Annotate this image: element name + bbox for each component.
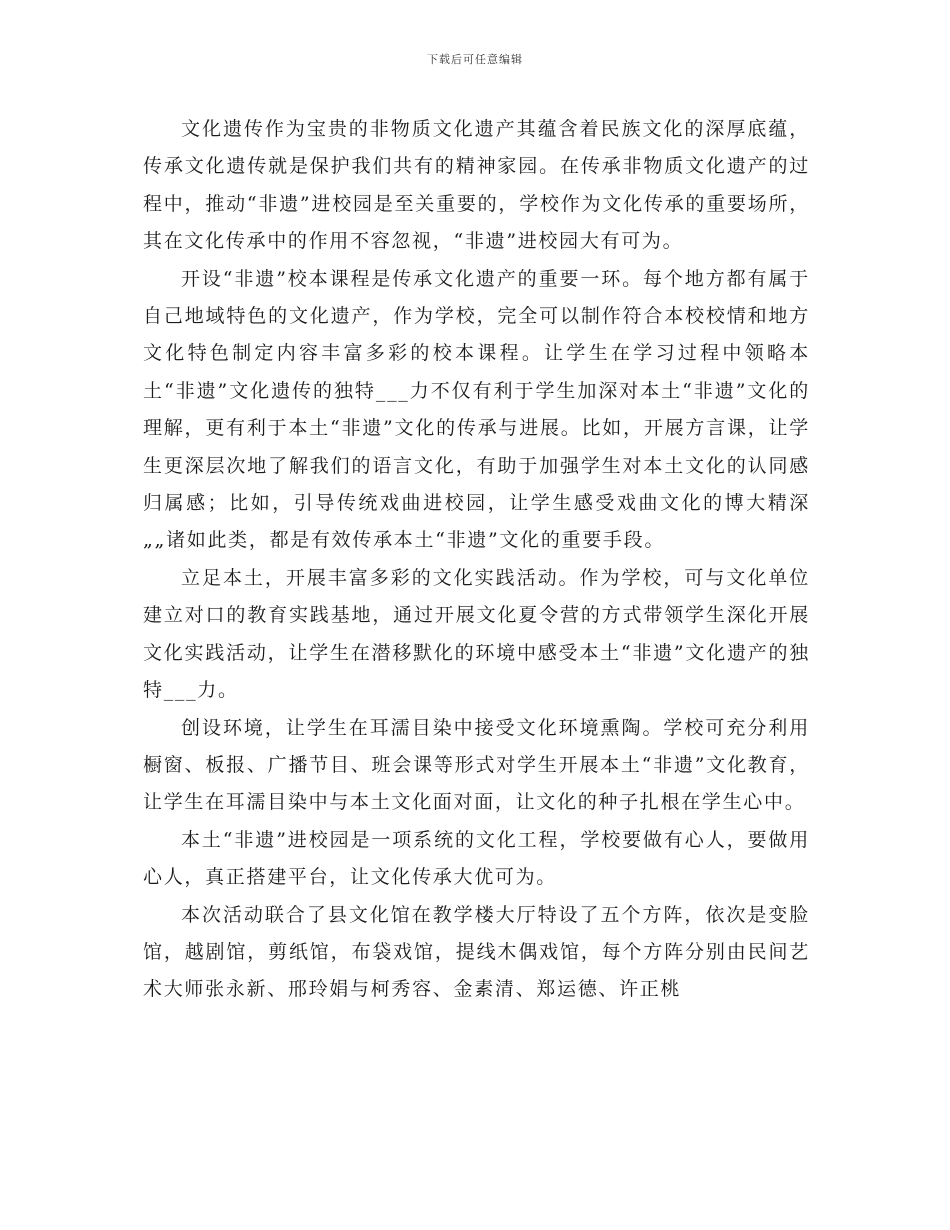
paragraph-environment: 创设环境，让学生在耳濡目染中接受文化环境熏陶。学校可充分利用橱窗、板报、广播节目、班会课等形式对学生开展本土“非遗”文化教育，让学生在耳濡目染中与本土文化面对面，让文化的种子扎根在学生心中。 bbox=[143, 716, 810, 814]
paragraph-practice: 立足本土，开展丰富多彩的文化实践活动。作为学校，可与文化单位建立对口的教育实践基地，通过开展文化夏令营的方式带领学生深化开展文化实践活动，让学生在潜移默化的环境中感受本土“非遗”文化遗产的独特___力。 bbox=[143, 566, 810, 702]
paragraph-activity: 本次活动联合了县文化馆在教学楼大厅特设了五个方阵，依次是变脸馆，越剧馆，剪纸馆，布袋戏馆，提线木偶戏馆，每个方阵分别由民间艺术大师张永新、邢玲娟与柯秀容、金素清、郑运德、许正桃 bbox=[143, 903, 810, 1001]
paragraph-conclusion: 本土“非遗”进校园是一项系统的文化工程，学校要做有心人，要做用心人，真正搭建平台，让文化传承大优可为。 bbox=[143, 828, 810, 889]
page-header: 下载后可任意编辑 bbox=[427, 53, 523, 66]
paragraph-intro: 文化遗传作为宝贵的非物质文化遗产其蕴含着民族文化的深厚底蕴，传承文化遗传就是保护我们共有的精神家园。在传承非物质文化遗产的过程中，推动“非遗”进校园是至关重要的，学校作为文化传承的重要场所，其在文化传承中的作用不容忽视，“非遗”进校园大有可为。 bbox=[143, 118, 810, 253]
document-body bbox=[143, 111, 810, 1009]
paragraph-curriculum: 开设“非遗”校本课程是传承文化遗产的重要一环。每个地方都有属于自己地域特色的文化遗产，作为学校，完全可以制作符合本校校情和地方文化特色制定内容丰富多彩的校本课程。让学生在学习过程中领略本土“非遗”文化遗传的独特___力不仅有利于学生加深对本土“非遗”文化的理解，更有利于本土“非遗”文化的传承与进展。比如，开展方言课，让学生更深层次地了解我们的语言文化，有助于加强学生对本土文化的认同感归属感；比如，引导传统戏曲进校园，让学生感受戏曲文化的博大精深„„诸如此类，都是有效传承本土“非遗”文化的重要手段。 bbox=[143, 267, 810, 552]
